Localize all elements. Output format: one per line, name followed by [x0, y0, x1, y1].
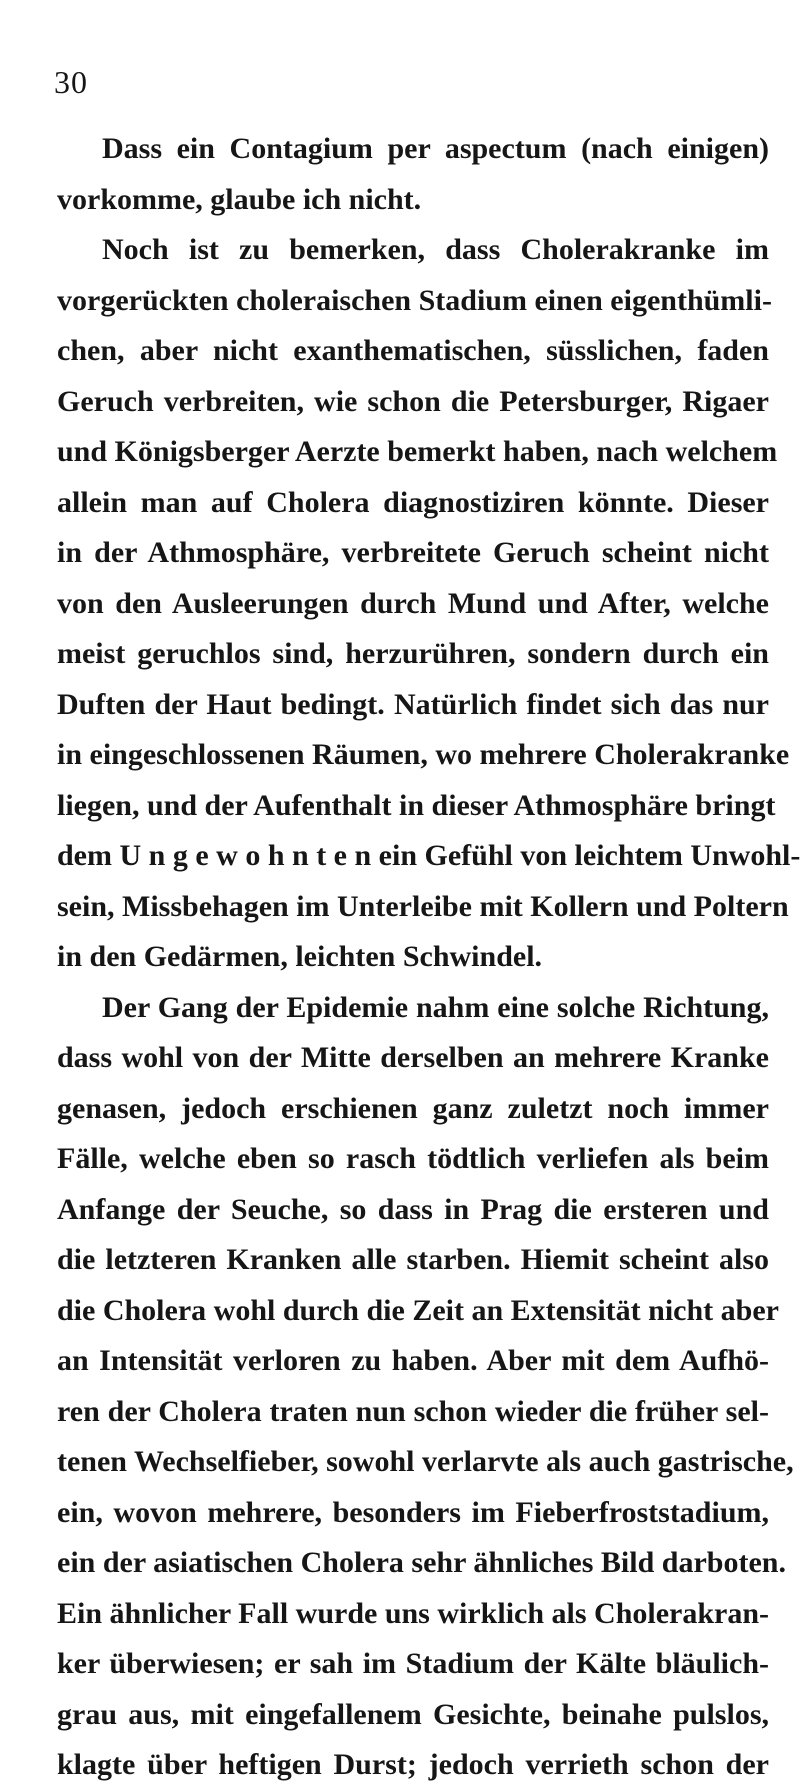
- text-line: die letzteren Kranken alle starben. Hiemit scheint also: [57, 1243, 769, 1276]
- text-line: ker überwiesen; er sah im Stadium der Kälte bläulich-: [57, 1647, 769, 1680]
- text-line: ren der Cholera traten nun schon wieder die früher sel-: [57, 1394, 769, 1428]
- text-line: die Cholera wohl durch die Zeit an Extensität nicht aber: [57, 1293, 779, 1327]
- text-line: Duften der Haut bedingt. Natürlich findet sich das nur: [57, 687, 769, 721]
- text-line: und Königsberger Aerzte bemerkt haben, nach welchem: [57, 435, 778, 468]
- text-line: allein man auf Cholera diagnostiziren könnte. Dieser: [57, 485, 769, 519]
- text-line: Noch ist zu bemerken, dass Cholerakranke im: [102, 233, 769, 266]
- text-line: Dass ein Contagium per aspectum (nach einigen): [102, 132, 769, 165]
- text-line: Geruch verbreiten, wie schon die Petersburger, Rigaer: [57, 384, 769, 418]
- text-line: von den Ausleerungen durch Mund und After, welche: [57, 586, 769, 620]
- text-line: genasen, jedoch erschienen ganz zuletzt noch immer: [57, 1091, 769, 1125]
- page-number: 30: [54, 64, 88, 100]
- text-line: ein, wovon mehrere, besonders im Fieberfroststadium,: [57, 1495, 769, 1529]
- text-line: chen, aber nicht exanthematischen, süsslichen, faden: [57, 334, 769, 367]
- text-line: ein der asiatischen Cholera sehr ähnliches Bild darboten.: [57, 1546, 786, 1579]
- text-line: in der Athmosphäre, verbreitete Geruch scheint nicht: [57, 536, 769, 569]
- text-line: meist geruchlos sind, herzurühren, sondern durch ein: [57, 637, 769, 670]
- text-line: in den Gedärmen, leichten Schwindel.: [57, 940, 543, 973]
- text-line: vorgerückten choleraischen Stadium einen eigenthümli-: [57, 283, 772, 317]
- text-line: klagte über heftigen Durst; jedoch verrieth schon der: [57, 1748, 769, 1781]
- text-line: sein, Missbehagen im Unterleibe mit Kollern und Poltern: [57, 889, 789, 923]
- text-line: dem U n g e w o h n t e n ein Gefühl von leichtem Unwohl-: [57, 839, 800, 872]
- text-line: an Intensität verloren zu haben. Aber mit dem Aufhö-: [57, 1344, 769, 1377]
- text-line: Der Gang der Epidemie nahm eine solche Richtung,: [102, 990, 769, 1024]
- text-line: Fälle, welche eben so rasch tödtlich verliefen als beim: [57, 1142, 769, 1175]
- text-line: tenen Wechselfieber, sowohl verlarvte als auch gastrische,: [57, 1445, 794, 1478]
- text-line: liegen, und der Aufenthalt in dieser Athmosphäre bringt: [57, 788, 776, 822]
- text-line: Ein ähnlicher Fall wurde uns wirklich als Cholerakran-: [57, 1596, 770, 1630]
- text-line: dass wohl von der Mitte derselben an mehrere Kranke: [57, 1041, 769, 1074]
- text-line: in eingeschlossenen Räumen, wo mehrere Cholerakranke: [57, 738, 790, 771]
- body-text: [57, 124, 800, 1791]
- text-line: vorkomme, glaube ich nicht.: [57, 182, 422, 216]
- text-line: grau aus, mit eingefallenem Gesichte, beinahe pulslos,: [57, 1697, 769, 1731]
- text-line: Anfange der Seuche, so dass in Prag die ersteren und: [57, 1192, 769, 1226]
